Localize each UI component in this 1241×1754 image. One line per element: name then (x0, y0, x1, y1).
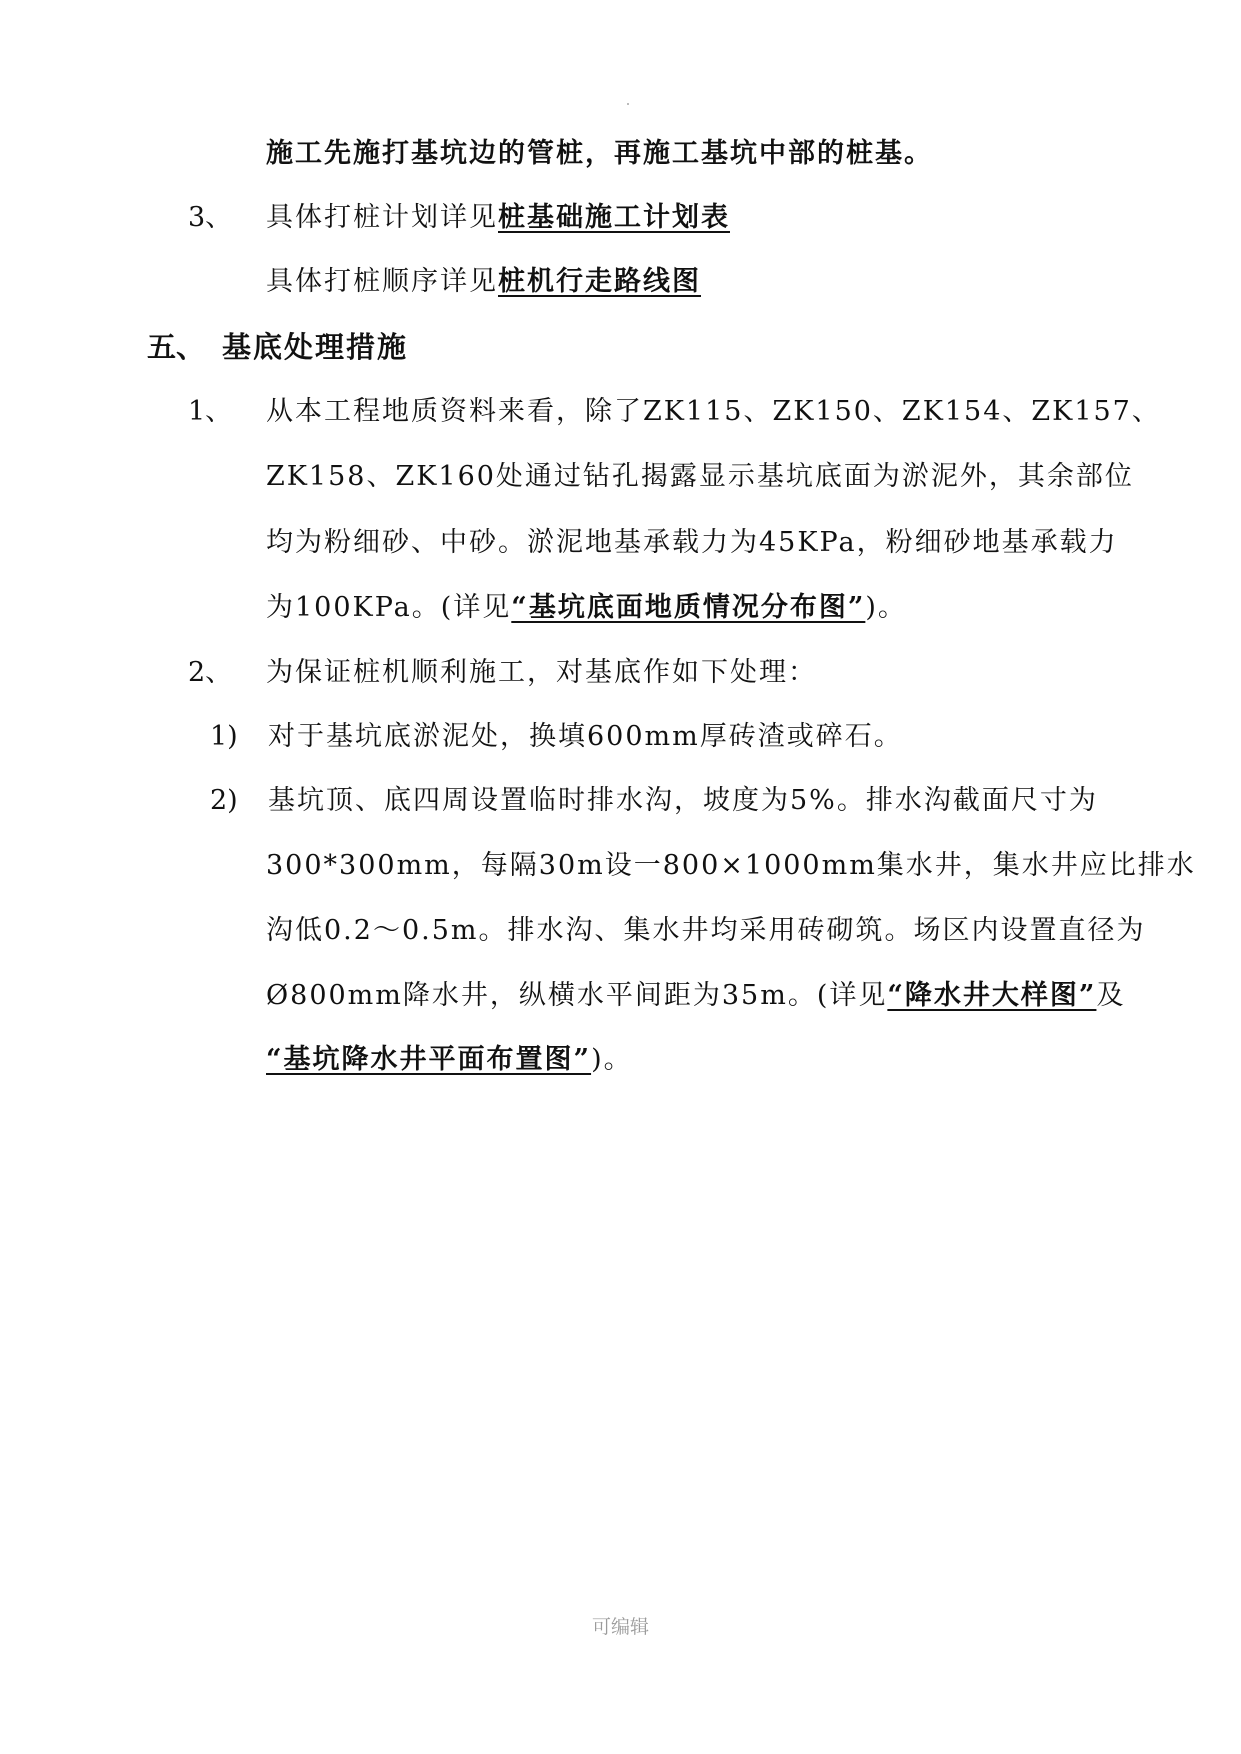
sub-item-2-line-5 (266, 1040, 633, 1080)
section-5-number: 五、 (147, 330, 206, 364)
item-1-line-2: ZK158、ZK160处通过钻孔揭露显示基坑底面为淤泥外，其余部位 (266, 461, 1134, 492)
dewatering-well-detail-link[interactable]: “降水井大样图” (887, 980, 1097, 1011)
sub-item-2-line-1: 基坑顶、底四周设置临时排水沟，坡度为5%。排水沟截面尺寸为 (268, 785, 1098, 816)
item-1-line-4-post: )。 (865, 592, 907, 623)
sub-item-1-number: 1) (210, 721, 238, 752)
item-3-line-1 (266, 198, 730, 238)
item-2-number: 2、 (188, 657, 233, 688)
sub-item-2-line-4-pre: Ø800mm降水井，纵横水平间距为35m。(详见 (266, 980, 888, 1011)
dewatering-layout-plan-link[interactable]: “基坑降水井平面布置图” (266, 1044, 592, 1075)
page-mark (627, 103, 629, 105)
page-footer: 可编辑 (591, 1616, 649, 1638)
item-3-number: 3、 (188, 202, 233, 233)
item-1-line-3: 均为粉细砂、中砂。淤泥地基承载力为45KPa，粉细砂地基承载力 (266, 527, 1118, 558)
sub-item-2-line-2: 300*300mm，每隔30m设一800×1000mm集水井，集水井应比排水 (266, 850, 1196, 881)
item-2-text: 为保证桩机顺利施工，对基底作如下处理： (266, 657, 817, 688)
geology-distribution-map-link[interactable]: “基坑底面地质情况分布图” (511, 592, 866, 623)
sub-item-1-text: 对于基坑底淤泥处，换填600mm厚砖渣或碎石。 (268, 721, 903, 752)
sub-item-2-number: 2) (210, 785, 238, 816)
pile-route-map-link[interactable]: 桩机行走路线图 (498, 266, 701, 297)
sub-item-2-line-5-post: )。 (591, 1044, 633, 1075)
item-1-line-4-pre: 为100KPa。(详见 (266, 592, 512, 623)
sub-item-2-line-4-post: 及 (1096, 980, 1126, 1011)
sub-item-2-line-4 (266, 976, 1125, 1016)
item-1-number: 1、 (188, 396, 233, 427)
item-3-line-2 (266, 262, 701, 302)
intro-paragraph: 施工先施打基坑边的管桩，再施工基坑中部的桩基。 (266, 138, 933, 169)
item-1-line-4 (266, 588, 907, 628)
sub-item-2-line-3: 沟低0.2～0.5m。排水沟、集水井均采用砖砌筑。场区内设置直径为 (266, 915, 1146, 946)
section-5-title: 基底处理措施 (222, 330, 409, 364)
item-3-line-2-text: 具体打桩顺序详见 (266, 266, 498, 297)
item-1-line-1: 从本工程地质资料来看，除了ZK115、ZK150、ZK154、ZK157、 (266, 396, 1161, 427)
pile-plan-table-link[interactable]: 桩基础施工计划表 (498, 202, 730, 233)
item-3-line-1-text: 具体打桩计划详见 (266, 202, 498, 233)
